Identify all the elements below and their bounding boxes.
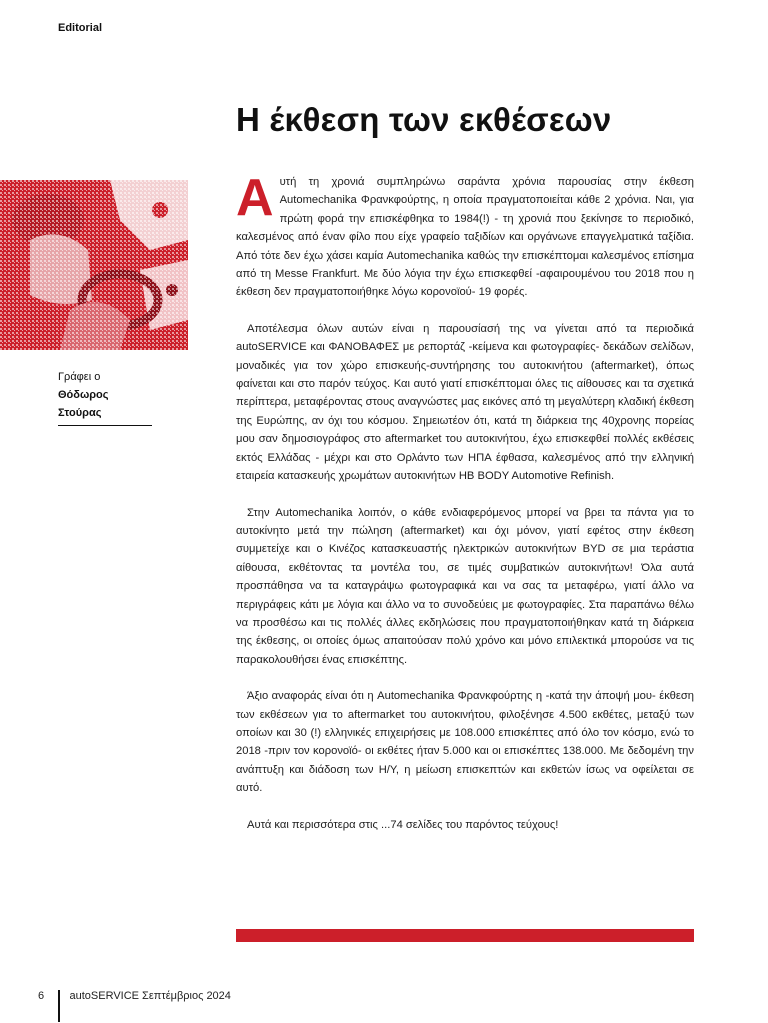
section-label: Editorial bbox=[58, 22, 103, 34]
article-body bbox=[236, 169, 694, 852]
article-paragraph: Αποτέλεσμα όλων αυτών είναι η παρουσίασή της να γίνεται από τα περιοδικά autoSERVICE και ΦΑΝΟΒΑΦΕΣ με ρεπορτάζ -κείμενα και φωτογραφίες- δεκάδων σελίδων, μοναδικές για τον χώρο επισκευής-συντήρησης του αυτοκινήτου (aftermarket), όπως φαίνεται και στο παρόν τεύχος. Και αυτό γιατί επισκέπτομαι όλες τις αίθουσες και τα σχετικά περίπτερα, μεταφέροντας στους αναγνώστες μας εικόνες από τη μεγαλύτερη κλαδική έκθεση της Ευρώπης, αν όχι του κόσμου. Σημειωτέον ότι, κατά τη διάρκεια της 40χρονης πορείας μου σαν δημοσιογράφος στο aftermarket του αυτοκινήτου, έχω επισκεφθεί πολλές εκθέσεις εκτός Ελλάδας - μέχρι και στο Ορλάντο των ΗΠΑ έφθασα, καλεσμένος από την ελληνική εταιρεία κατασκευής χρωμάτων αυτοκινήτων HB BODY Automotive Refinish. bbox=[236, 322, 694, 483]
page-footer bbox=[38, 990, 231, 1022]
author-name: Θόδωρος Στούρας bbox=[58, 386, 152, 426]
decorative-red-bar bbox=[236, 929, 694, 942]
byline-label: Γράφει ο bbox=[58, 371, 101, 383]
author-photo bbox=[0, 180, 188, 350]
page-title: Η έκθεση των εκθέσεων bbox=[236, 101, 612, 138]
article-paragraph: Στην Automechanika λοιπόν, ο κάθε ενδιαφερόμενος μπορεί να βρει τα πάντα για το αυτοκίνητο μετά την πώληση (aftermarket) και όχι μόνον, γιατί εφέτος στην έκθεση συμμετείχε και ο Κινέζος κατασκευαστής ηλεκτρικών αυτοκινήτων BYD σε μια τεράστια αίθουσα, εκθέτοντας τα μοντέλα του, σε τιμές συμβατικών αυτοκινήτων! Όλα αυτά προσπάθησα να τα καταγράψω φωτογραφικά και να σας τα μεταφέρω, γιατί άλλο να περιγράφεις κάτι με λόγια και άλλο να το συνοδεύεις με φωτογραφίες. Στα παραπάνω θέλω να προσθέσω και τις πολλές άλλες εκδηλώσεις που πραγματοποιήθηκαν κατά τη διάρκεια της έκθεσης, οι οποίες όμως απαιτούσαν πολύ χρόνο και μόνο επιλεκτικά μπορούσε να τις παρακολουθήσει ένας επισκέπτης. bbox=[236, 506, 694, 666]
drop-cap: Α bbox=[236, 169, 274, 227]
article-paragraph: Άξιο αναφοράς είναι ότι η Automechanika Φρανκφούρτης η -κατά την άποψή μου- έκθεση των εκθέσεων για το aftermarket του αυτοκινήτου, φιλοξένησε 4.500 εκθέτες, μεταξύ των οποίων και 30 (!) ελληνικές επιχειρήσεις με 108.000 επισκέπτες από όλο τον κόσμο, ενώ το 2018 -πριν τον κορονοϊό- οι εκθέτες ήταν 5.000 και οι επισκέπτες 138.000. Με δεδομένη την ανάπτυξη και διάδοση των Η/Υ, η μείωση επισκεπτών και εκθετών ίσως να οφείλεται σε αυτό. bbox=[236, 690, 694, 795]
footer-divider bbox=[58, 990, 60, 1022]
article-paragraph: Αυτή τη χρονιά συμπληρώνω σαράντα χρόνια παρουσίας στην έκθεση Automechanika Φρανκφούρτης, η οποία πραγματοποιείται κάθε 2 χρόνια. Ναι, για πρώτη φορά την επισκέφθηκα το 1984(!) - τη χρονιά που ξεκίνησε το περιοδικό, καλεσμένος από έναν φίλο που είχε γραφείο ταξιδίων και οργάνωνε επαγγελματικά ταξίδια. Από τότε δεν έχω χάσει καμία Automechanika καθώς την επισκέπτομαι καλεσμένος επίσημα από τη Messe Frankfurt. Με δύο λόγια την έχω επισκεφθεί -αφαιρουμένου του 2018 που η έκθεση δεν πραγματοποιήθηκε λόγω κορονοϊού- 19 φορές. bbox=[236, 169, 694, 299]
page-number: 6 bbox=[38, 990, 45, 1002]
article-paragraph: Αυτά και περισσότερα στις ...74 σελίδες του παρόντος τεύχους! bbox=[247, 818, 559, 831]
publication-info: autoSERVICE Σεπτέμβριος 2024 bbox=[69, 990, 231, 1002]
byline bbox=[58, 368, 152, 426]
